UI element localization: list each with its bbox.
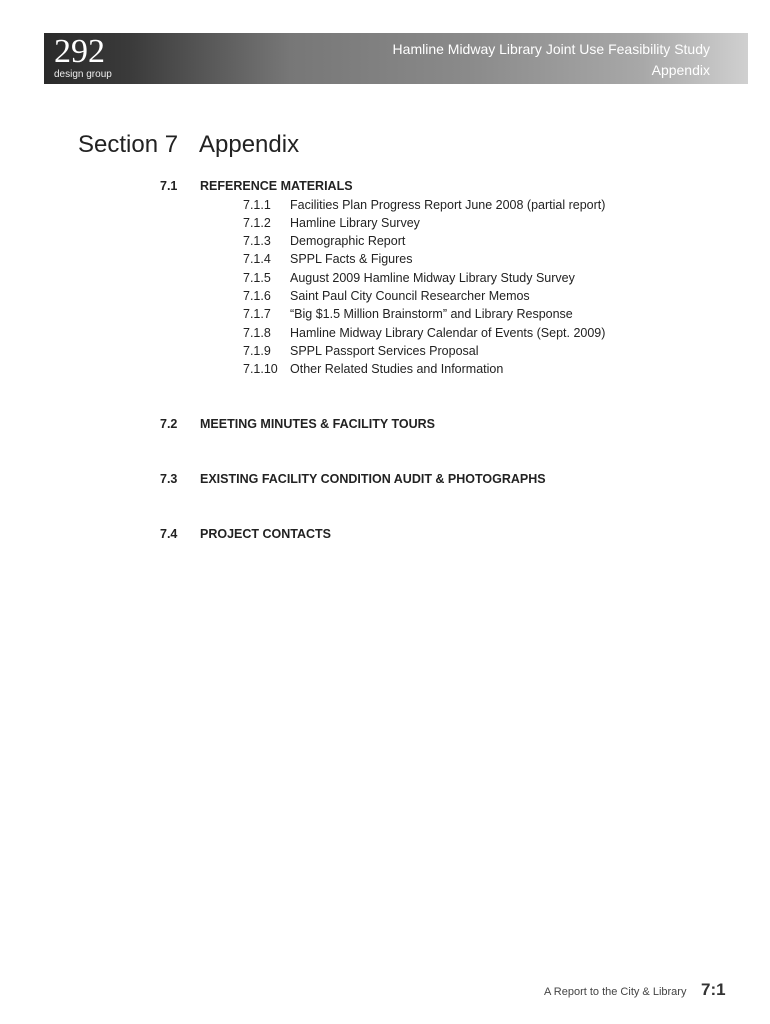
subitem-text: Saint Paul City Council Researcher Memos	[290, 289, 530, 303]
item-label: PROJECT CONTACTS	[200, 527, 332, 541]
subitem-number: 7.1.6	[243, 289, 271, 303]
subitem-text: Hamline Library Survey	[290, 216, 420, 230]
item-number: 7.2	[160, 417, 178, 431]
subitem-number: 7.1.7	[243, 307, 271, 321]
logo-number: 292	[54, 33, 105, 70]
subitem-number: 7.1.3	[243, 234, 271, 248]
subitem-text: Other Related Studies and Information	[290, 362, 504, 376]
item-number: 7.4	[160, 527, 178, 541]
section-title: Appendix	[199, 131, 300, 158]
item-label: REFERENCE MATERIALS	[200, 179, 353, 193]
subitem-number: 7.1.10	[243, 362, 278, 376]
subitem-text: “Big $1.5 Million Brainstorm” and Library Response	[290, 307, 573, 321]
subitem-text: August 2009 Hamline Midway Library Study Survey	[290, 271, 575, 285]
item-number: 7.1	[160, 179, 178, 193]
subitem-text: Hamline Midway Library Calendar of Events (Sept. 2009)	[290, 326, 606, 340]
subitem-text: SPPL Facts & Figures	[290, 252, 413, 266]
subitem-number: 7.1.5	[243, 271, 271, 285]
subitem-text: Demographic Report	[290, 234, 406, 248]
item-label: EXISTING FACILITY CONDITION AUDIT & PHOTOGRAPHS	[200, 472, 546, 486]
document-subtitle: Appendix	[651, 62, 710, 78]
footer-text: A Report to the City & Library	[544, 986, 687, 998]
subitem-text: SPPL Passport Services Proposal	[290, 344, 479, 358]
item-label: MEETING MINUTES & FACILITY TOURS	[200, 417, 435, 431]
subitem-number: 7.1.4	[243, 252, 271, 266]
item-number: 7.3	[160, 472, 178, 486]
subitem-number: 7.1.1	[243, 198, 271, 212]
header-banner	[44, 33, 748, 84]
subitem-number: 7.1.9	[243, 344, 271, 358]
subitem-text: Facilities Plan Progress Report June 2008 (partial report)	[290, 198, 606, 212]
document-title: Hamline Midway Library Joint Use Feasibility Study	[392, 41, 710, 57]
subitem-number: 7.1.2	[243, 216, 271, 230]
logo-subtitle: design group	[54, 69, 112, 80]
subitem-number: 7.1.8	[243, 326, 271, 340]
section-number: Section 7	[78, 131, 179, 158]
page-number: 7:1	[701, 980, 726, 999]
